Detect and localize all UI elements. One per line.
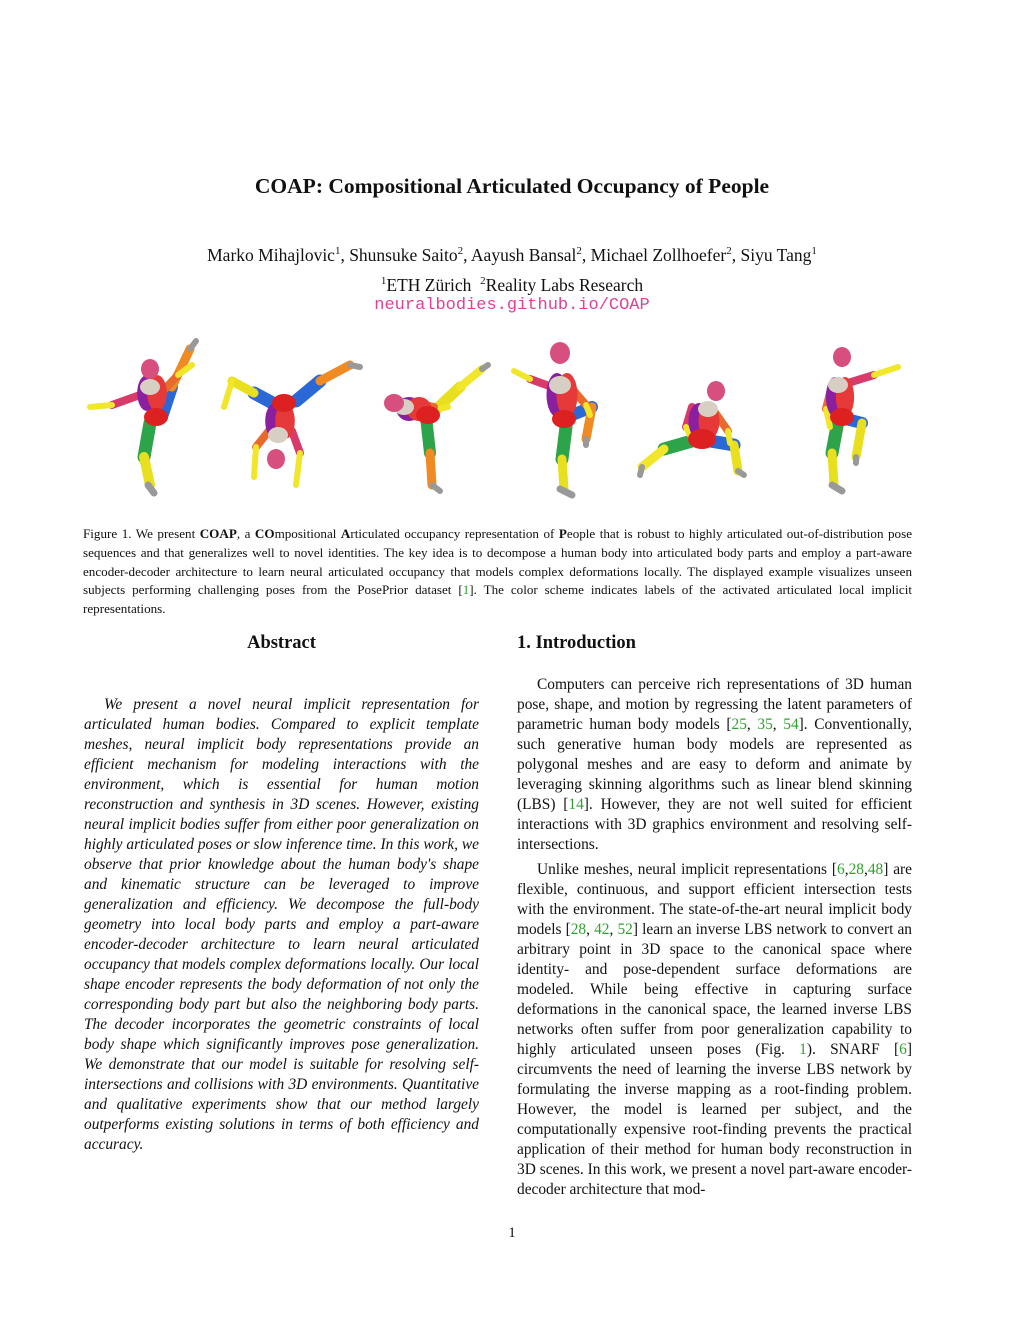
body-part [144,457,150,485]
citation-link[interactable]: 6 [899,1041,907,1058]
citation-link[interactable]: 42 [594,921,610,938]
head [267,449,285,469]
author-affiliation-mark: 2 [576,245,582,257]
citation-link[interactable]: 6 [837,861,845,878]
body-figure [514,342,592,495]
body-part [292,431,300,453]
body-figure [224,365,360,485]
affiliation-list [0,268,1024,298]
body-text: Computers can perceive rich representations of 3D human pose, shape, and motion by regressing the latent parameters of parametric human body models [ [517,676,912,733]
body-part [734,445,738,471]
citation-link[interactable]: 54 [783,716,799,733]
author-name: Michael Zollhoefer [590,244,727,265]
page-number: 1 [508,1225,516,1241]
author-list: Marko Mihajlovic$^1$, Shunsuke Saito$^2$, Aayush Bansal$^2$, Michael Zollhoefer$^2$, Siyu Tang$^1$ [207,244,817,265]
citation-link[interactable]: 1 [462,582,470,598]
body-figure [90,341,196,493]
figure-caption [83,525,912,619]
body-part [738,471,744,475]
body-part [112,395,140,405]
body-text: ]. Conventionally, such generative human body models are represented as polygonal meshes and are easy to deform and animate by leveraging skinning algorithms such as linear blend skinning (LBS) [ [517,716,912,813]
head [707,381,725,401]
arxiv-stamp-svg [8,345,64,945]
body-text: , [863,861,868,878]
pelvis [416,406,440,424]
body-text: , [586,921,595,938]
caption-text: We present [131,526,200,541]
body-text: , [772,716,784,733]
body-figure [384,365,488,491]
caption-label: Figure 1. [83,526,132,541]
chest [549,376,571,394]
body-part [514,371,530,379]
body-text: ). SNARF [ [806,1041,900,1058]
body-part [586,405,590,415]
body-part [848,375,874,383]
head [833,347,851,367]
body-part [560,489,572,495]
body-part [460,369,482,387]
figure-1-illustration [80,335,940,505]
author-name: Siyu Tang [740,244,812,265]
head [141,359,159,379]
arxiv-stamp [8,345,64,945]
body-part [144,423,150,457]
author-name: Aayush Bansal [470,244,577,265]
body-part [562,459,564,489]
affiliation-number: 1 [380,274,387,287]
head [384,394,404,412]
citation-link[interactable]: 14 [568,796,584,813]
body-part [640,467,642,475]
body-part [482,365,488,369]
introduction-paragraph-1 [517,675,912,855]
caption-bold: COAP [199,526,237,541]
pelvis [272,394,296,412]
author-block [0,238,1024,298]
author-name: Marko Mihajlovic [207,244,335,265]
pelvis [830,408,854,426]
chest [698,401,718,417]
affiliation-name: ETH Zürich [386,274,472,295]
introduction-paragraph-2 [517,860,912,1200]
author-affiliation-mark: 1 [334,245,341,257]
chest [268,427,288,443]
citation-link[interactable]: 28 [848,861,864,878]
body-text: ]. However, they are not well suited for efficient interactions with 3D graphics environment and resolving self-intersections. [517,796,912,853]
author-name: Shunsuke Saito [349,244,458,265]
body-part [562,427,566,459]
body-text: , [609,921,618,938]
abstract-heading: Abstract [247,633,316,653]
author-affiliation-mark: 1 [811,245,817,257]
body-figure [826,347,898,491]
body-part [90,405,112,407]
body-figure [640,381,744,475]
body-part [832,485,842,491]
author-affiliation-mark: 2 [726,245,732,257]
chest [828,377,848,393]
caption-text: , a [236,526,255,541]
caption-text: ]. The color scheme indicates labels of the activated articulated local implicit representations. [83,582,912,617]
caption-bold: CO [254,526,275,541]
introduction-heading: 1. Introduction [517,633,636,653]
affiliation-name: Reality Labs Research [485,274,644,295]
citation-link[interactable]: 48 [867,861,884,878]
body-part [320,365,350,381]
introduction-column [517,633,912,1205]
body-part [254,447,256,477]
caption-bold: P [558,526,567,541]
citation-link[interactable]: 35 [757,716,773,733]
figure-1 [80,335,940,505]
author-affiliation-mark: 2 [457,245,464,257]
body-part [296,453,300,485]
body-part [874,367,898,375]
abstract-column [84,633,479,1155]
abstract-body: We present a novel neural implicit representation for articulated human bodies. Compared to explicit template meshes, neural implicit body representations provide an efficient mechanism for modeling interactions with the environment, which is essential for human motion reconstruction and synthesis in 3D scenes. However, existing neural implicit bodies suffer from either poor generalization on highly articulated poses or slow inference time. In this work, we observe that prior knowledge about the human body's shape and kinematic structure can be leveraged to improve generalization and efficiency. We decompose the full-body geometry into local body parts and employ a part-aware encoder-decoder architecture to learn neural articulated occupancy that models complex deformations locally. Our local shape encoder represents the body deformation of not only the corresponding body part but also the neighboring body parts. The decoder incorporates the geometric constraints of local body shape which significantly improves pose generalization. We demonstrate that our model is suitable for resolving self-intersections and collisions with 3D environments. Quantitative and qualitative experiments show that our method largely outperforms existing solutions in terms of both efficiency and accuracy. [84,696,479,1153]
pelvis [688,429,716,449]
body-text: , [844,861,849,878]
head [550,342,570,364]
body-part [432,485,440,491]
caption-text: rticulated occupancy representation of [350,526,559,541]
body-part [148,485,154,493]
body-text: , [746,716,758,733]
body-part [832,453,834,485]
body-part [728,431,730,443]
body-text: ] circumvents the need of learning the inverse LBS network by formulating the inverse mapping as a root-finding problem. However, the model is learned per subject, and the computationally expensive root-finding prevents the practical application of their method for human body reconstruction in 3D scenes. In this work, we present a novel part-aware encoder-decoder architecture that mod- [517,1041,912,1198]
caption-text: eople that is robust to highly articulated out-of-distribution pose sequences and that generalizes well to novel identities. The key idea is to decompose a human body into articulated body parts and employ a part-aware encoder-decoder architecture to learn neural articulated occupancy that models complex deformations locally. The displayed example visualizes unseen subjects performing challenging poses from the PosePrior dataset [ [83,526,913,598]
pelvis [552,410,576,428]
project-url-link[interactable]: neuralbodies.github.io/COAP [374,296,650,315]
chest [140,379,160,395]
paper-title: COAP: Compositional Articulated Occupancy of People [254,174,770,198]
body-part [232,381,254,393]
caption-text: mpositional [274,526,341,541]
figure-reference-link[interactable]: 1 [799,1041,807,1058]
pelvis [144,408,168,426]
body-part [350,365,360,367]
citation-link[interactable]: 25 [731,716,747,733]
body-part [224,381,232,407]
citation-link[interactable]: 28 [570,921,587,938]
body-text: Unlike meshes, neural implicit representations [ [537,861,838,878]
body-part [296,381,320,401]
affiliation-number: 2 [480,274,486,287]
body-part [832,421,838,453]
body-text: ] are flexible, continuous, and support efficient intersection tests with the environment. The state-of-the-art neural implicit body models [ [517,861,912,938]
body-part [190,341,196,349]
body-part [642,449,664,467]
body-part [430,453,432,485]
caption-bold: A [340,526,351,541]
body-part [856,423,862,457]
body-text: ] learn an inverse LBS network to convert an arbitrary point in 3D space to the canonical space where identity- and pose-dependent surface deformations are modeled. While being effective in capturing surface deformations in the canonical space, the learned inverse LBS networks often suffer from poor generalization capability to highly articulated unseen poses (Fig. [517,921,913,1058]
citation-link[interactable]: 52 [617,921,633,938]
